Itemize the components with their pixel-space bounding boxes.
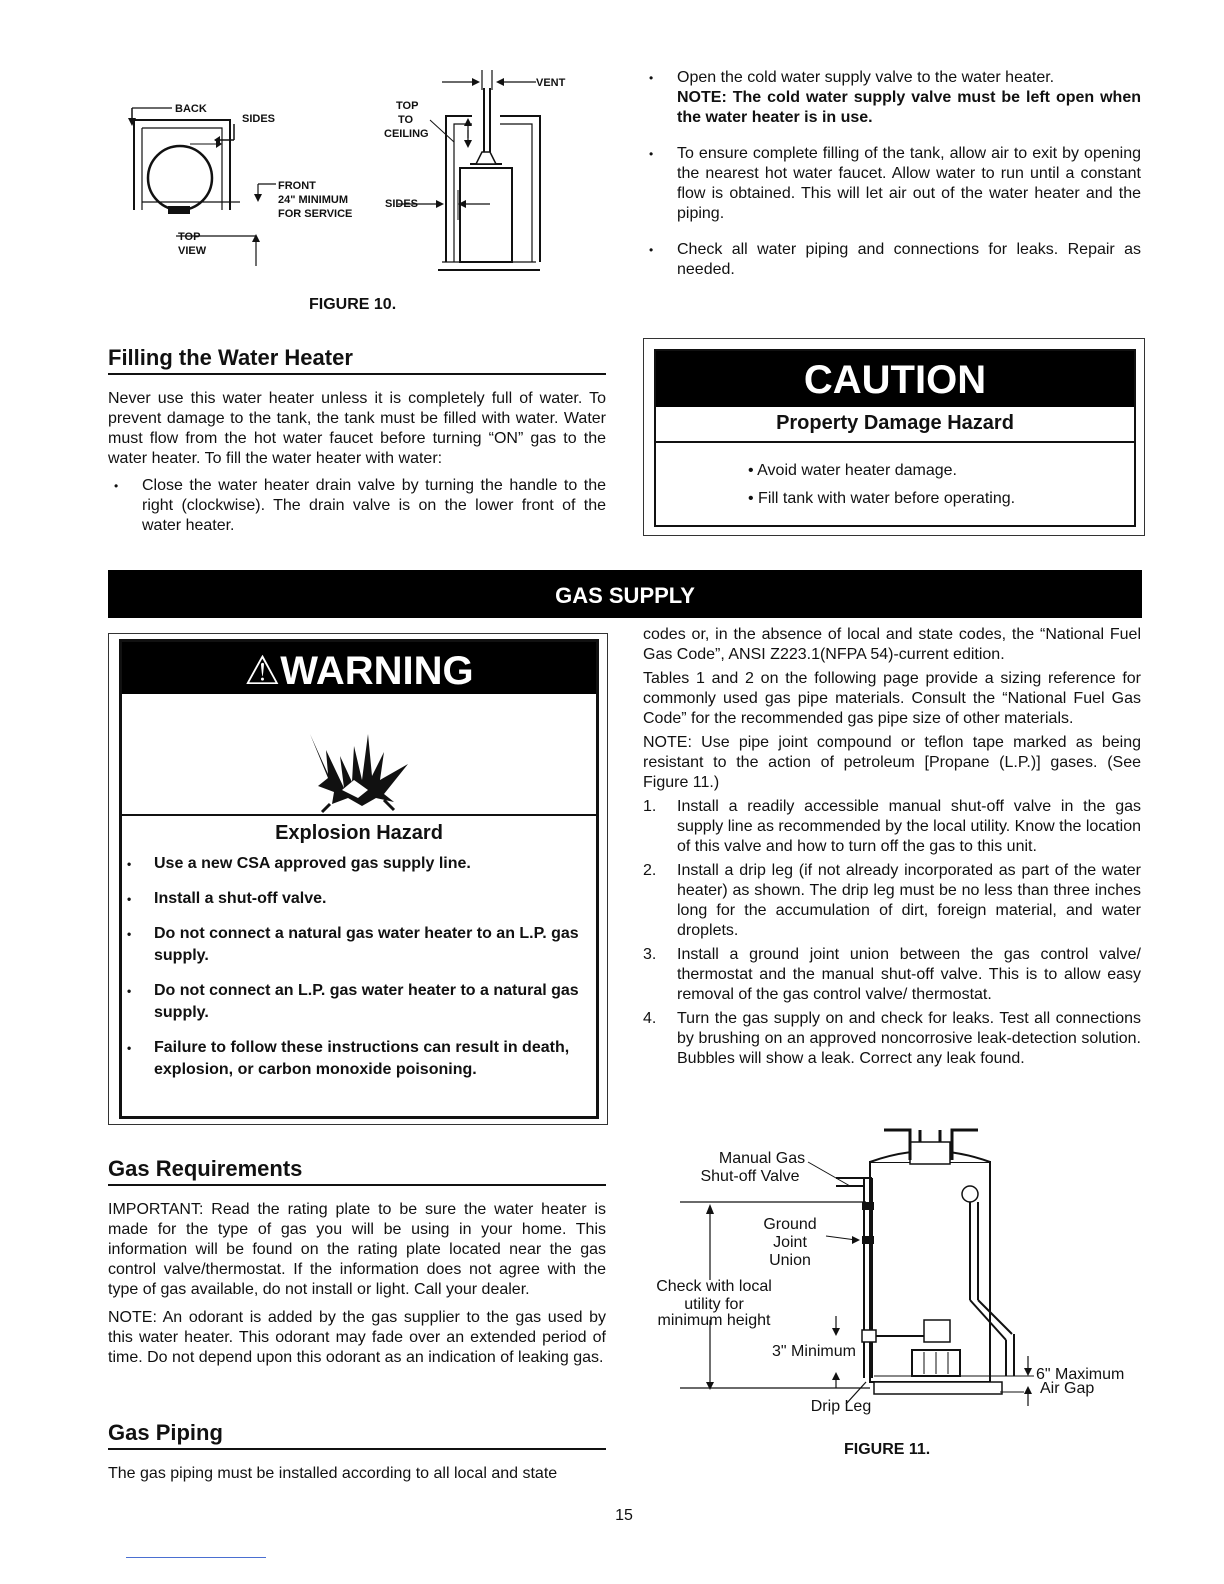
label-top-view-1: TOP <box>178 231 201 243</box>
bullet-ensure-filling: • To ensure complete filling of the tank, allow air to exit by opening the nearest hot water faucet. Allow water to run until a constant flow is obtained. This will let air out of the water heater and the piping. <box>643 144 1141 224</box>
step-item <box>643 1009 1141 1069</box>
page-number: 15 <box>615 1507 633 1524</box>
label-front: FRONT <box>278 180 316 192</box>
step-item <box>643 797 1141 857</box>
figure-11-caption: FIGURE 11. <box>844 1441 931 1458</box>
warning-title: Explosion Hazard <box>275 822 443 844</box>
step-text: Install a drip leg (if not already incorporated as part of the water heater) as shown. The drip leg must be no less than three inches long for the accumulation of dirt, foreign material, and water droplets. <box>677 862 1141 939</box>
gas-piping-continued <box>643 625 1141 1073</box>
caution-subtitle: Property Damage Hazard <box>656 407 1134 443</box>
label-minimum: 24" MINIMUM <box>278 194 348 206</box>
warning-item: • Do not connect an L.P. gas water heater to a natural gas supply. <box>122 980 596 1024</box>
figure-10-caption: FIGURE 10. <box>309 296 397 313</box>
warning-item: • Use a new CSA approved gas supply line. <box>122 853 596 875</box>
caution-box <box>643 338 1145 536</box>
warning-inner <box>119 639 599 1119</box>
step-number: 1. <box>643 798 657 815</box>
caution-inner <box>654 349 1136 527</box>
warning-item: • Failure to follow these instructions can result in death, explosion, or carbon monoxide poisoning. <box>122 1037 596 1081</box>
gas-requirements-important: IMPORTANT: Read the rating plate to be sure the water heater is made for the type of gas you will be using in your home. This information will be found on the rating plate located near the gas control valve/thermostat. If the information does not agree with the type of gas available, do not install or light. Call your dealer. <box>108 1201 606 1298</box>
warning-item: • Install a shut-off valve. <box>122 888 596 910</box>
gas-piping-text: The gas piping must be installed according to all local and state <box>108 1465 558 1482</box>
gas-piping-heading: Gas Piping <box>108 1420 606 1450</box>
caution-list <box>656 443 1134 513</box>
caution-item: • Avoid water heater damage. <box>748 462 957 479</box>
label-union: Union <box>769 1252 811 1269</box>
label-six-maximum: 6" Maximum <box>1036 1366 1125 1383</box>
tables-paragraph: Tables 1 and 2 on the following page provide a sizing reference for commonly used gas pipe materials. Consult the “National Fuel Gas Code” for the recommended gas pipe size of other materials. <box>643 670 1141 727</box>
label-manual-gas: Manual Gas <box>718 1150 806 1167</box>
gas-requirements-heading: Gas Requirements <box>108 1156 606 1186</box>
step-text: Install a readily accessible manual shut-off valve in the gas supply line as recommended by the local utility. Know the location of this valve and how to turn off the gas to this unit. <box>677 798 1141 855</box>
gas-steps-list <box>643 797 1141 1069</box>
warning-banner: ⚠WARNING <box>122 642 596 694</box>
step-item <box>643 861 1141 941</box>
teflon-note: NOTE: Use pipe joint compound or teflon tape marked as being resistant to the action of petroleum [Propane (L.P.)] gases. (See Figure 11.) <box>643 734 1141 791</box>
step-text: Turn the gas supply on and check for leaks. Test all connections by brushing on an approved noncorrosive leak-detection solution. Bubbles will show a leak. Correct any leak found. <box>677 1010 1141 1067</box>
warning-item: • Do not connect a natural gas water heater to an L.P. gas supply. <box>122 923 596 967</box>
label-sides: SIDES <box>242 113 276 125</box>
label-utility-for: utility for <box>684 1296 744 1313</box>
label-check-local: Check with local <box>656 1278 772 1295</box>
step-number: 3. <box>643 946 657 963</box>
gas-supply-banner: GAS SUPPLY <box>108 570 1142 618</box>
gas-requirements-note: NOTE: An odorant is added by the gas supplier to the gas used by this water heater. This odorant may fade over an extended period of time. Do not depend upon this odorant as an indication of leaking gas. <box>108 1309 606 1366</box>
warning-list <box>122 853 596 1081</box>
filling-section <box>108 389 606 544</box>
gas-requirements-section <box>108 1200 606 1368</box>
filling-intro: Never use this water heater unless it is completely full of water. To prevent damage to the tank, the tank must be filled with water. Water must flow from the hot water faucet before turning “ON” gas to the water heater. To fill the water heater with water: <box>108 390 606 467</box>
open-valve-note: NOTE: The cold water supply valve must be left open when the water heater is in use. <box>677 89 1141 126</box>
label-top-to-1: TOP <box>396 100 419 112</box>
explosion-icon <box>122 694 596 816</box>
label-air-gap: Air Gap <box>1040 1380 1095 1397</box>
label-ground: Ground <box>763 1216 817 1233</box>
caution-item: • Fill tank with water before operating. <box>748 490 1016 507</box>
bullet-check-leaks: • Check all water piping and connections for leaks. Repair as needed. <box>643 240 1141 280</box>
label-vent: VENT <box>536 77 566 89</box>
open-valve-text: Open the cold water supply valve to the water heater. <box>677 69 1055 86</box>
label-joint: Joint <box>773 1234 807 1251</box>
step-number: 2. <box>643 862 657 879</box>
step-item <box>643 945 1141 1005</box>
label-shutoff-valve: Shut-off Valve <box>700 1168 800 1185</box>
label-top-view-2: VIEW <box>178 245 207 257</box>
caution-banner: CAUTION <box>656 351 1134 407</box>
label-top-to-3: CEILING <box>384 128 429 140</box>
label-drip-leg: Drip Leg <box>810 1398 872 1415</box>
codes-paragraph: codes or, in the absence of local and state codes, the “National Fuel Gas Code”, ANSI Z223.1(NFPA 54)-current edition. <box>643 626 1141 663</box>
label-sides-front: SIDES <box>385 198 419 210</box>
step-text: Install a ground joint union between the gas control valve/ thermostat and the manual shut-off valve. This is to allow easy removal of the gas control valve/ thermostat. <box>677 946 1141 1003</box>
label-back: BACK <box>175 103 207 115</box>
warning-box <box>108 633 608 1125</box>
label-three-minimum: 3" Minimum <box>772 1343 856 1360</box>
filling-heading: Filling the Water Heater <box>108 345 606 375</box>
step-number: 4. <box>643 1010 657 1027</box>
footer-rule <box>126 1557 266 1558</box>
label-top-to-2: TO <box>398 114 414 126</box>
label-minimum-height: minimum height <box>657 1312 771 1329</box>
filling-bullet-close: • Close the water heater drain valve by turning the handle to the right (clockwise). The drain valve is on the lower front of the water heater. <box>108 476 606 536</box>
bullet-open-valve <box>643 68 1141 128</box>
fill-steps-list <box>643 68 1141 288</box>
label-for-service: FOR SERVICE <box>278 208 353 220</box>
